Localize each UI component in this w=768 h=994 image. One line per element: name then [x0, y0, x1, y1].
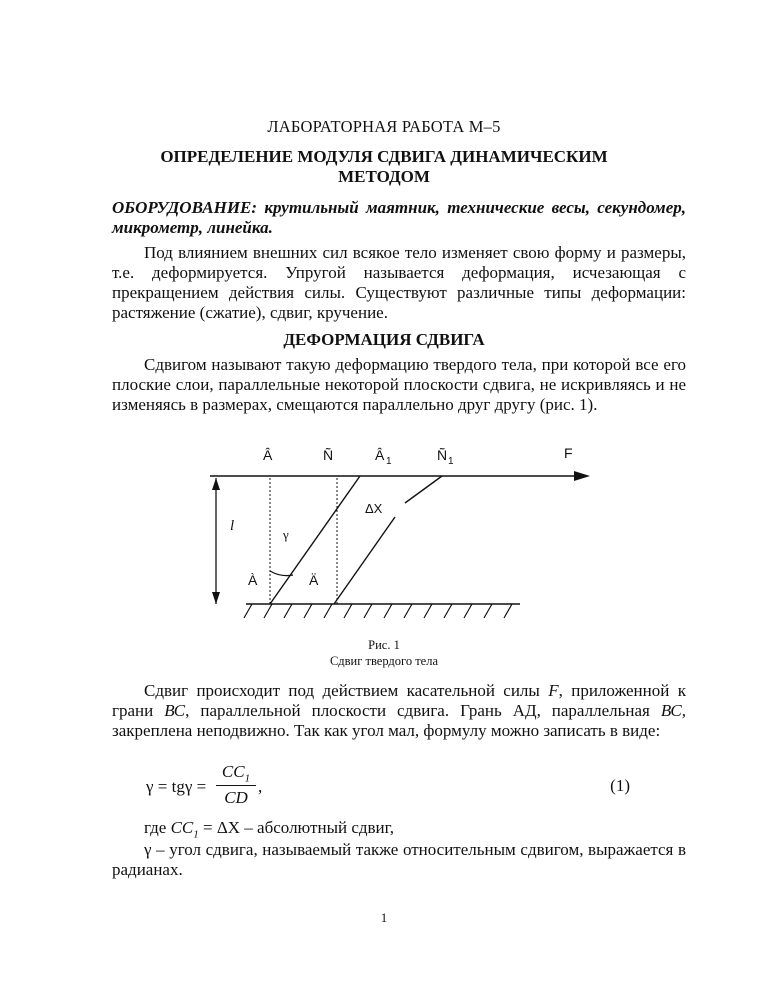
figure-caption-number: Рис. 1	[368, 638, 400, 652]
label-l: l	[230, 518, 235, 534]
force-arrowhead	[574, 471, 590, 481]
equation-number: (1)	[610, 776, 630, 795]
label-B: Â	[263, 447, 273, 463]
formula-denominator: CD	[224, 788, 248, 808]
gamma-paragraph: γ – угол сдвига, называемый также относительным сдвигом, выражается в радианах.	[112, 840, 686, 879]
lab-title: ЛАБОРАТОРНАЯ РАБОТА М–5	[267, 117, 501, 136]
main-title-line1: ОПРЕДЕЛЕНИЕ МОДУЛЯ СДВИГА ДИНАМИЧЕСКИМ	[160, 147, 608, 166]
sheared-right-edge-lower	[334, 517, 395, 604]
force-symbol: F	[548, 681, 559, 700]
formula-fraction	[216, 762, 256, 808]
formula-comma: ,	[258, 777, 263, 796]
gamma-arc	[270, 571, 293, 576]
sheared-right-edge-upper	[405, 476, 442, 503]
formula-lhs: γ = tgγ =	[146, 777, 207, 796]
figure-caption	[0, 637, 768, 669]
where-line: где $CC_1 = \Delta X$ – абсолютный сдвиг,	[144, 818, 394, 841]
label-gamma: γ	[283, 527, 289, 542]
shear-definition-paragraph: Сдвигом называют такую деформацию твердого тела, при которой все его плоские слои, параллельные некоторой плоскости сдвига, не искривляясь и не изменяясь в размерах, смещаются параллельно друг другу (рис. 1).	[112, 355, 686, 414]
force-paragraph: Сдвиг происходит под действием касательной силы F, приложенной к грани ВС, параллельной плоскости сдвига. Грань АД, параллельная ВС, закреплена неподвижно. Так как угол мал, формулу можно записать в виде:	[112, 681, 686, 740]
figure-caption-text: Сдвиг твердого тела	[329, 654, 439, 668]
intro-paragraph: Под влиянием внешних сил всякое тело изменяет свою форму и размеры, т.е. деформируется. Упругой называется деформация, исчезающая с прекращением действия силы. Существуют различные типы деформации: растяжение (сжатие), сдвиг, кручение.	[112, 243, 686, 322]
label-delta-x: ΔX	[365, 501, 383, 516]
label-D: Ä	[309, 572, 319, 588]
label-B1: Â	[375, 447, 385, 463]
dimension-arrow-bottom	[212, 592, 220, 604]
equipment-paragraph: ОБОРУДОВАНИЕ: крутильный маятник, технические весы, секундомер, микрометр, линейка.	[112, 198, 686, 237]
label-F: F	[564, 445, 573, 461]
main-title-line2: МЕТОДОМ	[338, 167, 430, 186]
shear-figure	[200, 438, 610, 628]
main-title	[0, 147, 768, 187]
label-A: À	[248, 572, 258, 588]
label-C1: Ñ	[437, 447, 448, 463]
label-C1-sub: 1	[448, 456, 454, 467]
page-number: 1	[380, 910, 388, 925]
formula-numerator: $CC_1$	[216, 762, 256, 786]
label-B1-sub: 1	[386, 456, 392, 467]
section-title: ДЕФОРМАЦИЯ СДВИГА	[283, 330, 485, 349]
formula-1	[146, 762, 666, 812]
ground-hatching	[244, 604, 512, 618]
label-C: Ñ	[323, 447, 334, 463]
dimension-arrow-top	[212, 478, 220, 490]
